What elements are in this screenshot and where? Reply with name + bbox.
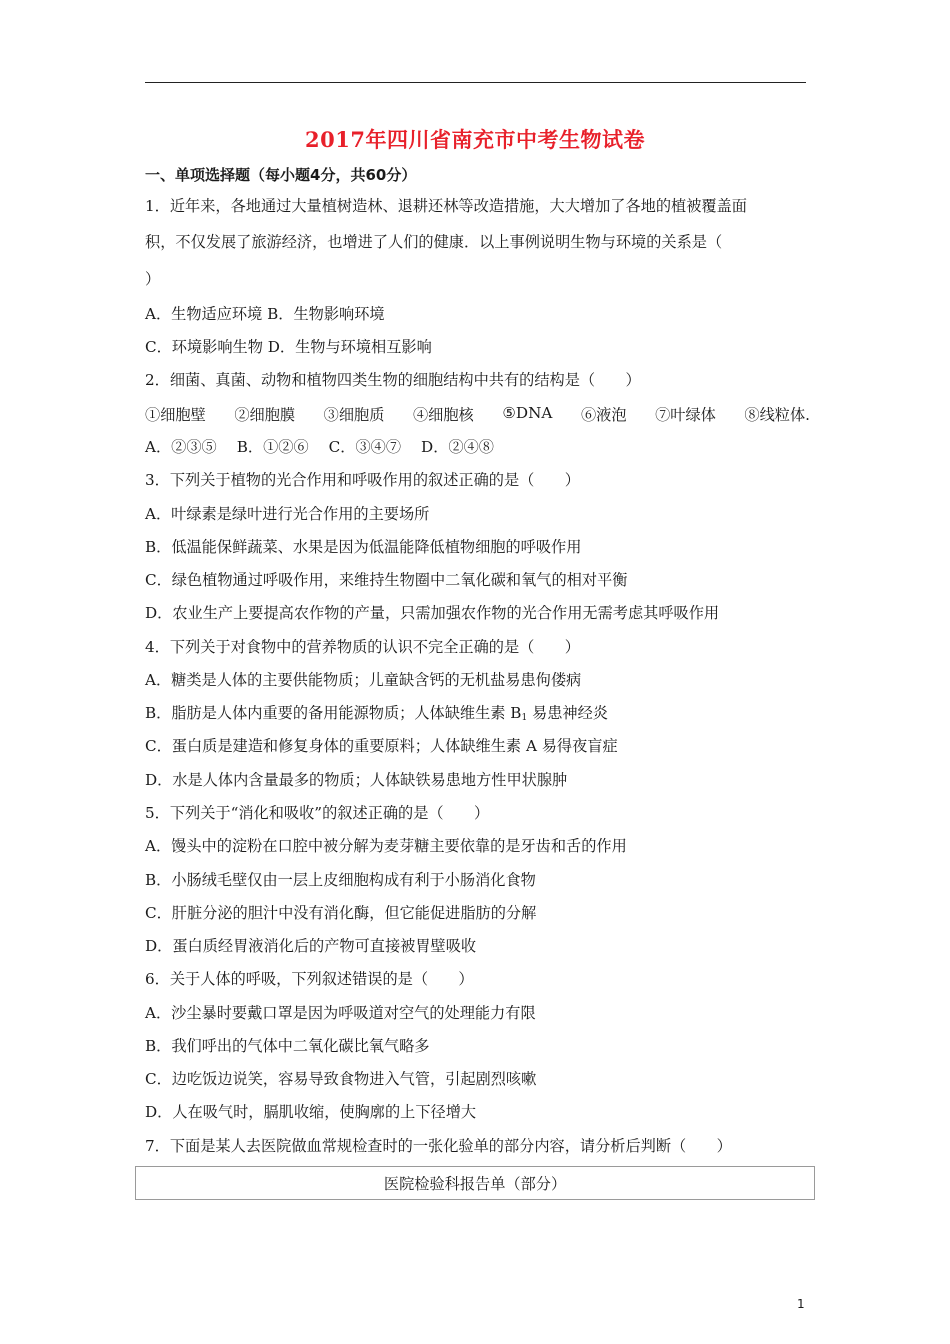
option-text: 易患神经炎 [527,704,608,722]
question-5-option-b: B．小肠绒毛壁仅由一层上皮细胞构成有利于小肠消化食物 [145,871,536,889]
question-3-option-b: B．低温能保鲜蔬菜、水果是因为低温能降低植物细胞的呼吸作用 [145,538,582,556]
question-4-option-d: D．水是人体内含量最多的物质；人体缺铁易患地方性甲状腺肿 [145,771,568,789]
question-1-options-cd: C．环境影响生物 D．生物与环境相互影响 [145,338,432,356]
question-1-line-2: 积，不仅发展了旅游经济，也增进了人们的健康．以上事例说明生物与环境的关系是（ [145,233,723,251]
question-1-line-3: ） [145,270,161,288]
question-6-option-c: C．边吃饭边说笑，容易导致食物进入气管，引起剧烈咳嗽 [145,1070,537,1088]
question-3-option-a: A．叶绿素是绿叶进行光合作用的主要场所 [145,505,430,523]
page-number: 1 [797,1297,805,1311]
question-4-option-b [145,704,608,727]
list-item: ⑦叶绿体 [655,406,716,424]
question-4-option-a: A．糖类是人体的主要供能物质；儿童缺含钙的无机盐易患佝偻病 [145,671,582,689]
lab-report-table [135,1166,815,1200]
question-6-option-d: D．人在吸气时，膈肌收缩，使胸廓的上下径增大 [145,1103,477,1121]
question-4: 4．下列关于对食物中的营养物质的认识不完全正确的是（ ） [145,638,580,656]
question-3-option-c: C．绿色植物通过呼吸作用，来维持生物圈中二氧化碳和氧气的相对平衡 [145,571,628,589]
question-2-structure-list [145,404,810,424]
question-6-option-a: A．沙尘暴时要戴口罩是因为呼吸道对空气的处理能力有限 [145,1004,536,1022]
list-item: ③细胞质 [323,406,385,424]
question-5: 5．下列关于“消化和吸收”的叙述正确的是（ ） [145,804,490,822]
list-item: ②细胞膜 [234,406,296,424]
question-3-option-d: D．农业生产上要提高农作物的产量，只需加强农作物的光合作用无需考虑其呼吸作用 [145,604,720,622]
question-7: 7．下面是某人去医院做血常规检查时的一张化验单的部分内容，请分析后判断（ ） [145,1137,732,1155]
lab-report-title: 医院检验科报告单（部分） [383,1175,567,1193]
question-2: 2．细菌、真菌、动物和植物四类生物的细胞结构中共有的结构是（ ） [145,371,641,389]
list-item: ⑧线粒体. [744,406,810,424]
question-5-option-a: A．馒头中的淀粉在口腔中被分解为麦芽糖主要依靠的是牙齿和舌的作用 [145,837,627,855]
question-3: 3．下列关于植物的光合作用和呼吸作用的叙述正确的是（ ） [145,471,580,489]
question-4-option-c: C．蛋白质是建造和修复身体的重要原料；人体缺维生素 A 易得夜盲症 [145,737,618,755]
list-item: ⑤DNA [502,404,553,422]
page-title: 2017年四川省南充市中考生物试卷 [305,127,645,152]
list-item: ①细胞壁 [145,406,206,424]
question-6-option-b: B．我们呼出的气体中二氧化碳比氧气略多 [145,1037,430,1055]
subscript: 1 [521,713,528,723]
header-rule [145,82,806,83]
section-heading: 一、单项选择题（每小题4分，共60分） [145,166,417,184]
question-5-option-c: C．肝脏分泌的胆汁中没有消化酶，但它能促进脂肪的分解 [145,904,537,922]
question-5-option-d: D．蛋白质经胃液消化后的产物可直接被胃壁吸收 [145,937,477,955]
question-6: 6．关于人体的呼吸，下列叙述错误的是（ ） [145,970,474,988]
option-text: B．脂肪是人体内重要的备用能源物质；人体缺维生素 B [145,704,522,722]
question-1-line-1: 1．近年来，各地通过大量植树造林、退耕还林等改造措施，大大增加了各地的植被覆盖面 [145,197,747,215]
list-item: ④细胞核 [412,406,474,424]
list-item: ⑥液泡 [580,406,627,424]
question-2-options: A．②③⑤ B．①②⑥ C．③④⑦ D．②④⑧ [145,438,494,456]
question-1-options-ab: A．生物适应环境 B．生物影响环境 [145,305,385,323]
